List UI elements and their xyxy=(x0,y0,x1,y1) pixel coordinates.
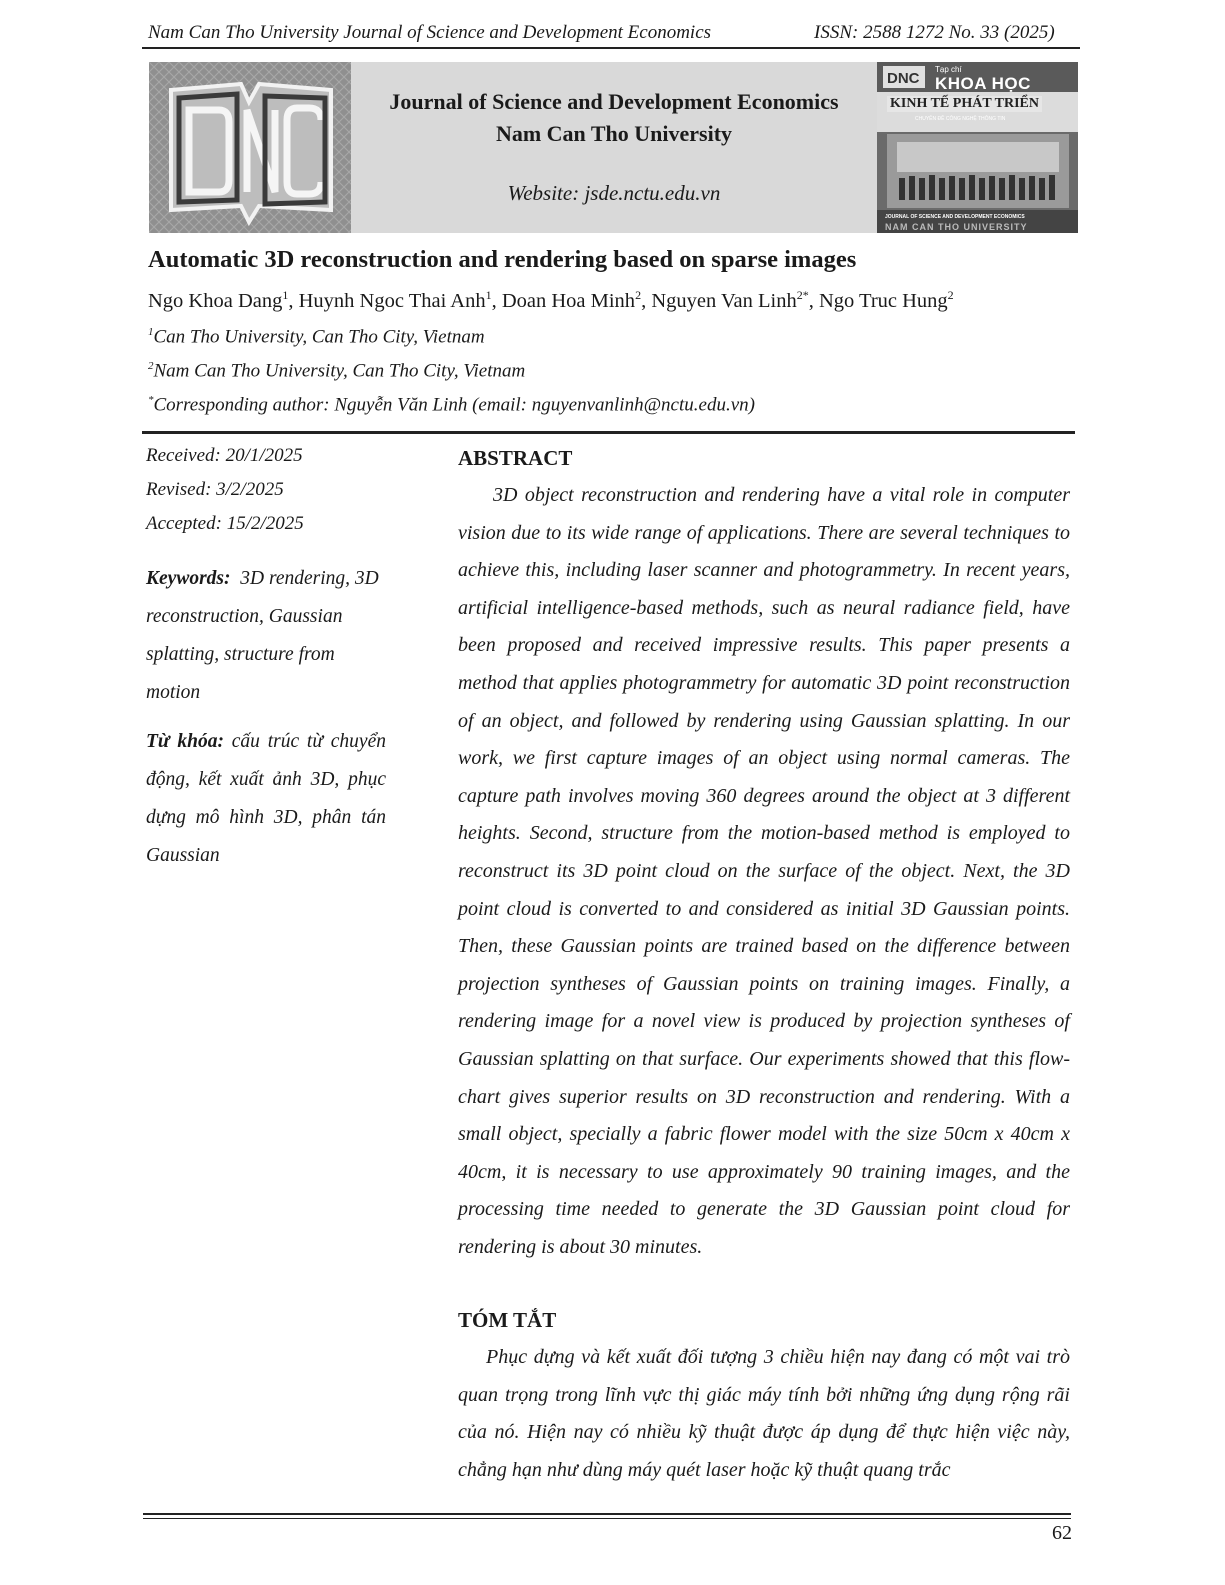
footer-rule-thin xyxy=(143,1518,1071,1519)
vietnamese-keywords-label: Từ khóa: xyxy=(146,731,224,752)
vietnamese-keywords-text: cấu trúc từ chuyển động, kết xuất ảnh 3D, phục dựng mô hình 3D, phân tán Gaussian xyxy=(146,731,386,866)
author-separator: , xyxy=(491,289,502,312)
cover-journal-name: JOURNAL OF SCIENCE AND DEVELOPMENT ECONOMICS xyxy=(885,214,1025,220)
svg-text:DNC: DNC xyxy=(887,70,920,87)
author-affiliation-marker: 2 xyxy=(635,288,642,302)
affiliation-text: Nam Can Tho University, Can Tho City, Vietnam xyxy=(153,360,526,382)
journal-banner xyxy=(149,62,1078,233)
keywords-label: Keywords: xyxy=(146,568,231,589)
author-separator: , xyxy=(808,289,819,312)
corresponding-author xyxy=(148,394,755,416)
page-number: 62 xyxy=(1052,1522,1072,1544)
author-name: Nguyen Van Linh xyxy=(651,289,797,312)
cover-tap-chi: Tạp chí xyxy=(935,65,962,74)
received-date: Received: 20/1/2025 xyxy=(146,445,303,466)
footer-rule xyxy=(143,1513,1071,1515)
affiliation-marker: * xyxy=(148,394,154,406)
author-name: Ngo Khoa Dang xyxy=(148,289,283,312)
author-affiliation-marker: 1 xyxy=(282,288,289,302)
running-header-issn: ISSN: 2588 1272 No. 33 (2025) xyxy=(814,22,1055,43)
affiliation-text: Can Tho University, Can Tho City, Vietnam xyxy=(153,326,485,348)
vietnamese-keywords-block xyxy=(146,723,386,875)
affiliation-1 xyxy=(148,326,485,348)
affiliation-text: Corresponding author: Nguyễn Văn Linh (email: nguyenvanlinh@nctu.edu.vn) xyxy=(153,394,755,416)
cover-chuyen-de: CHUYÊN ĐỀ CÔNG NGHỆ THÔNG TIN xyxy=(915,116,1006,122)
cover-university: NAM CAN THO UNIVERSITY xyxy=(885,222,1028,232)
author-affiliation-marker: 2* xyxy=(796,288,809,302)
accepted-date: Accepted: 15/2/2025 xyxy=(146,513,304,534)
section-rule xyxy=(142,431,1075,434)
author-affiliation-marker: 1 xyxy=(485,288,492,302)
author-name: Ngo Truc Hung xyxy=(818,289,948,312)
author-name: Huynh Ngoc Thai Anh xyxy=(298,289,486,312)
author-affiliation-marker: 2 xyxy=(947,288,954,302)
cover-kinh-te: KINH TẾ PHÁT TRIỂN xyxy=(887,96,1042,112)
keywords-text: 3D rendering, 3D reconstruction, Gaussian splatting, structure from motion xyxy=(146,568,379,703)
author-name: Doan Hoa Minh xyxy=(501,289,636,312)
tom-tat-text: Phục dựng và kết xuất đối tượng 3 chiều hiện nay đang có một vai trò quan trọng trong lĩnh vực thị giác máy tính bởi những ứng dụng rộng rãi của nó. Hiện nay có nhiều kỹ thuật được áp dụng để thực hiện việc này, chẳng hạn như dùng máy quét laser hoặc kỹ thuật quang trắc xyxy=(458,1346,1070,1481)
affiliation-2 xyxy=(148,360,525,382)
author-separator: , xyxy=(288,289,299,312)
tom-tat-heading: TÓM TẮT xyxy=(458,1308,557,1332)
cover-khoa-hoc: KHOA HỌC xyxy=(935,74,1031,93)
revised-date: Revised: 3/2/2025 xyxy=(146,479,284,500)
affiliation-marker: 2 xyxy=(148,360,154,372)
header-rule xyxy=(142,47,1080,49)
banner-university: Nam Can Tho University xyxy=(495,121,733,146)
affiliation-marker: 1 xyxy=(148,326,154,338)
banner-website: Website: jsde.nctu.edu.vn xyxy=(507,181,721,205)
keywords-block xyxy=(146,560,386,712)
abstract-text: 3D object reconstruction and rendering have a vital role in computer vision due to its wide range of applications. There are several techniques to achieve this, including laser scanner and photogrammetry. In recent years, artificial intelligence-based methods, such as neural radiance field, have been proposed and received impressive results. This paper presents a method that applies photogrammetry for automatic 3D point reconstruction of an object, and followed by rendering using Gaussian splatting. In our work, we first capture images of an object using normal cameras. The capture path involves moving 360 degrees around the object at 3 different heights. Second, structure from the motion-based method is employed to reconstruct its 3D point cloud on the surface of the object. Next, the 3D point cloud is converted to and considered as initial 3D Gaussian points. Then, these Gaussian points are trained based on the difference between projection syntheses of Gaussian points on training images. Finally, a rendering image for a novel view is produced by projection syntheses of Gaussian splatting on that surface. Our experiments showed that this flow-chart gives superior results on 3D reconstruction and rendering. With a small object, specially a fabric flower model with the size 50cm x 40cm x 40cm, it is necessary to use approximately 90 training images, and the processing time needed to generate the 3D Gaussian point cloud for rendering is about 30 minutes. xyxy=(458,484,1070,1258)
author-separator: , xyxy=(641,289,652,312)
author-list xyxy=(148,288,954,313)
running-header-journal: Nam Can Tho University Journal of Science and Development Economics xyxy=(148,22,712,43)
abstract-heading: ABSTRACT xyxy=(458,446,573,470)
journal-cover-thumbnail-icon xyxy=(877,62,1078,233)
dnc-book-logo-icon xyxy=(149,62,351,233)
banner-journal-title: Journal of Science and Development Economics xyxy=(389,89,839,114)
paper-title: Automatic 3D reconstruction and rendering based on sparse images xyxy=(148,246,857,273)
